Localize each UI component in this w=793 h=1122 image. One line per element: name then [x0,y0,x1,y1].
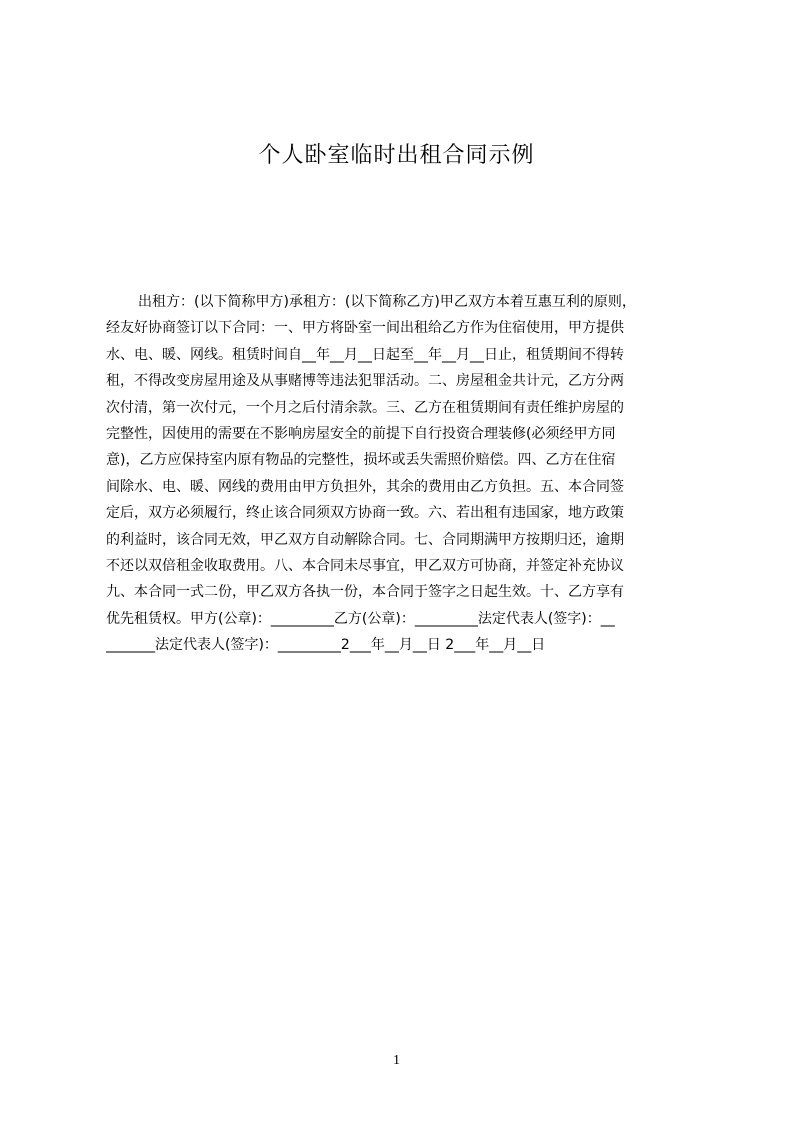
body-line: 出租方：(以下简称甲方)承租方：(以下简称乙方)甲乙双方本着互惠互利的原则， [138,294,636,310]
body-line: 次付清，第一次付元，一个月之后付清余款。三、乙方在租赁期间有责任维护房屋的 [106,399,624,416]
body-line: 定后，双方必须履行，终止该合同须双方协商一致。六、若出租有违国家，地方政策 [106,505,624,522]
body-line: _______法定代表人(签字)：_________2___年__月__日 2___年__月__日 [106,637,546,654]
body-line: 间除水、电、暖、网线的费用由甲方负担外，其余的费用由乙方负担。五、本合同签 [106,478,624,495]
page-number: 1 [393,1053,400,1068]
body-line: 优先租赁权。甲方(公章)：_________乙方(公章)：_________法定代表人(签字)：__ [106,610,615,627]
body-line: 经友好协商签订以下合同：一、甲方将卧室一间出租给乙方作为住宿使用，甲方提供 [106,320,624,337]
body-line: 的利益时，该合同无效，甲乙双方自动解除合同。七、合同期满甲方按期归还，逾期 [106,531,624,548]
document-title: 个人卧室临时出租合同示例 [258,143,535,168]
body-line: 租，不得改变房屋用途及从事赌博等违法犯罪活动。二、房屋租金共计元，乙方分两 [106,373,624,390]
body-line: 九、本合同一式二份，甲乙双方各执一份，本合同于签字之日起生效。十、乙方享有 [106,584,624,601]
body-line: 不还以双倍租金收取费用。八、本合同未尽事宜，甲乙双方可协商，并签定补充协议 [106,557,624,574]
body-line: 水、电、暖、网线。租赁时间自__年__月__日起至__年__月__日止，租赁期间不得转 [106,346,624,363]
body-line: 意)，乙方应保持室内原有物品的完整性，损坏或丢失需照价赔偿。四、乙方在住宿 [106,452,616,469]
body-line: 完整性，因使用的需要在不影响房屋安全的前提下自行投资合理装修(必须经甲方同 [106,425,616,442]
contract-body [106,289,699,658]
